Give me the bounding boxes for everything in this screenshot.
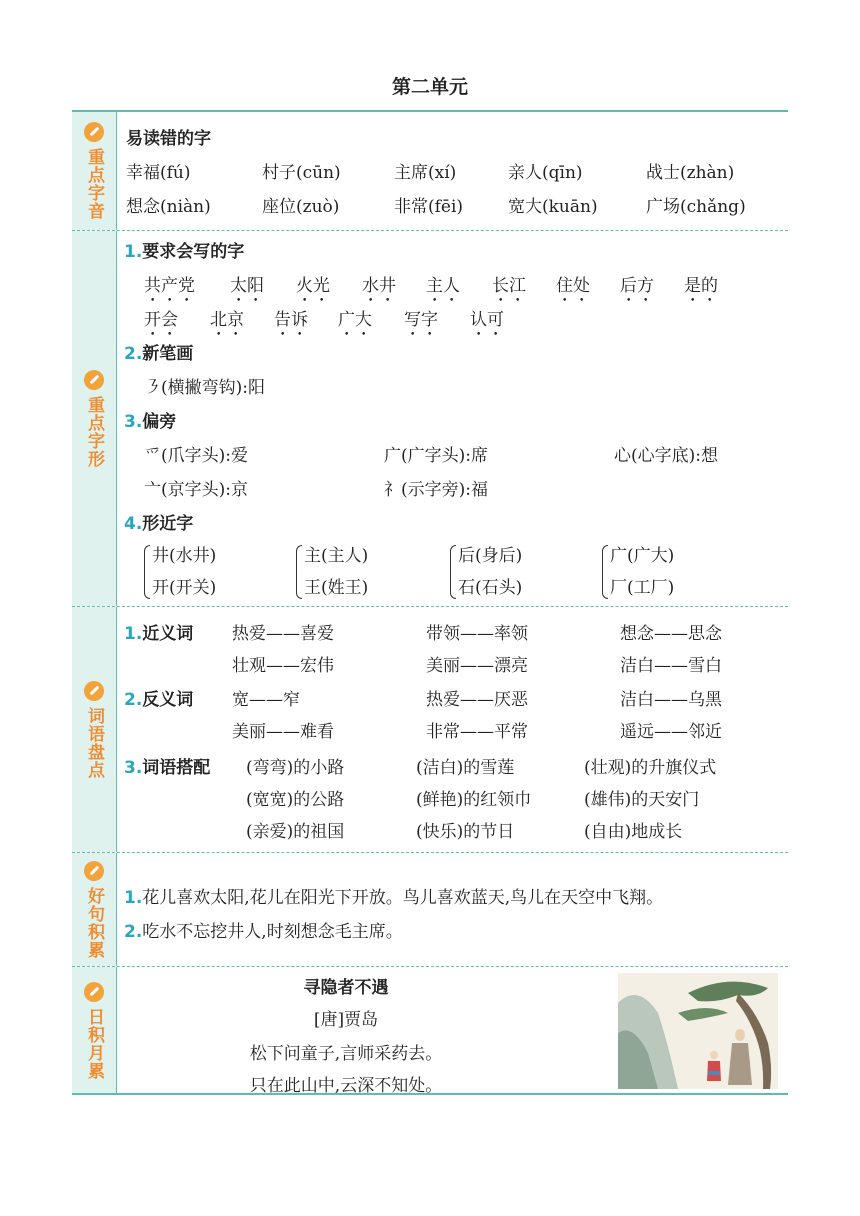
- item-number: 1.: [124, 242, 143, 262]
- write-word: 太阳: [230, 276, 264, 296]
- pencil-icon: [84, 861, 104, 881]
- section-heading: 近义词: [142, 624, 194, 644]
- table-bottom-rule: [72, 1093, 788, 1095]
- word-pair: 美丽——难看: [232, 722, 334, 742]
- section-heading: 偏旁: [142, 412, 177, 432]
- collocation: (壮观)的升旗仪式: [584, 758, 717, 778]
- brace: [296, 545, 302, 599]
- page-title: 第二单元: [391, 76, 468, 98]
- side-label: 重点字形: [84, 395, 104, 468]
- word-pair: 美丽——漂亮: [426, 656, 528, 676]
- section-ri-ji: [72, 966, 788, 1094]
- collocation: (自由)地成长: [584, 822, 683, 842]
- word-pair: 想念——思念: [620, 624, 722, 644]
- section-heading: 易读错的字: [126, 129, 211, 149]
- pinyin-item: 广场(chǎng): [646, 197, 746, 217]
- section-heading: 要求会写的字: [142, 242, 245, 262]
- side-tab: [72, 853, 117, 966]
- radical-item: 礻(示字旁):福: [384, 480, 488, 500]
- word-pair: 洁白——乌黑: [620, 690, 722, 710]
- similar-char: 主(主人): [304, 546, 369, 566]
- radical-item: 心(心字底):想: [614, 446, 718, 466]
- collocation: (快乐)的节日: [416, 822, 515, 842]
- radical-item: 爫(爪字头):爱: [144, 446, 248, 466]
- section-zi-yin: [72, 110, 788, 230]
- section-hao-ju: [72, 852, 788, 966]
- item-number: 4.: [124, 514, 143, 534]
- pencil-icon: [84, 122, 104, 142]
- pinyin-item: 主席(xí): [394, 163, 457, 183]
- good-sentence: 花儿喜欢太阳,花儿在阳光下开放。鸟儿喜欢蓝天,鸟儿在天空中飞翔。: [142, 888, 664, 908]
- pinyin-item: 亲人(qīn): [508, 163, 583, 183]
- write-word: 认可: [470, 310, 504, 330]
- write-word: 长江: [492, 276, 526, 296]
- collocation: (弯弯)的小路: [246, 758, 345, 778]
- similar-char: 井(水井): [152, 546, 217, 566]
- pinyin-item: 想念(niàn): [126, 197, 211, 217]
- item-number: 1.: [124, 888, 143, 908]
- write-word: 共产党: [144, 276, 195, 296]
- side-tab: [72, 967, 117, 1094]
- study-table: [72, 110, 788, 1094]
- item-number: 1.: [124, 624, 143, 644]
- write-word: 住处: [556, 276, 590, 296]
- radical-item: 亠(京字头):京: [144, 480, 248, 500]
- item-number: 2.: [124, 344, 143, 364]
- pencil-icon: [84, 982, 104, 1002]
- pinyin-item: 座位(zuò): [262, 197, 340, 217]
- word-pair: 宽——窄: [232, 690, 300, 710]
- poem-illustration: [618, 973, 778, 1089]
- side-label: 重点字音: [84, 148, 104, 220]
- word-pair: 热爱——喜爱: [232, 624, 334, 644]
- pinyin-item: 幸福(fú): [126, 163, 191, 183]
- poem-line: 只在此山中,云深不知处。: [249, 1076, 443, 1096]
- side-label: 好句积累: [84, 886, 104, 959]
- poem-author: [唐]贾岛: [313, 1010, 379, 1030]
- brace: [144, 545, 150, 599]
- item-number: 2.: [124, 922, 143, 942]
- similar-char: 开(开关): [152, 578, 217, 598]
- write-word: 主人: [426, 276, 460, 296]
- write-word: 是的: [684, 276, 718, 296]
- similar-char: 王(姓王): [304, 578, 369, 598]
- similar-char: 后(身后): [458, 546, 523, 566]
- poem-line: 松下问童子,言师采药去。: [249, 1044, 443, 1064]
- pencil-icon: [84, 681, 104, 701]
- word-pair: 洁白——雪白: [620, 656, 722, 676]
- stroke-item: ㇋(横撇弯钩):阳: [144, 378, 265, 398]
- word-pair: 非常——平常: [426, 722, 528, 742]
- collocation: (雄伟)的天安门: [584, 790, 700, 810]
- write-word: 北京: [210, 310, 244, 330]
- section-zi-xing: [72, 230, 788, 606]
- word-pair: 热爱——厌恶: [426, 690, 528, 710]
- side-tab: [72, 112, 117, 230]
- collocation: (宽宽)的公路: [246, 790, 345, 810]
- poem-title: 寻隐者不遇: [303, 978, 389, 998]
- pinyin-item: 战士(zhàn): [646, 163, 735, 183]
- collocation: (亲爱)的祖国: [246, 822, 345, 842]
- similar-char: 石(石头): [458, 578, 523, 598]
- side-tab: [72, 607, 117, 852]
- pinyin-item: 非常(fēi): [394, 197, 464, 217]
- good-sentence: 吃水不忘挖井人,时刻想念毛主席。: [142, 922, 403, 942]
- write-word: 告诉: [274, 310, 308, 330]
- section-heading: 新笔画: [142, 344, 194, 364]
- pinyin-item: 村子(cūn): [262, 163, 341, 183]
- item-number: 3.: [124, 758, 143, 778]
- section-heading: 形近字: [142, 514, 194, 534]
- brace: [602, 545, 608, 599]
- section-heading: 词语搭配: [142, 758, 211, 778]
- write-word: 后方: [620, 276, 654, 296]
- brace: [450, 545, 456, 599]
- item-number: 3.: [124, 412, 143, 432]
- item-number: 2.: [124, 690, 143, 710]
- section-ci-yu: [72, 606, 788, 852]
- word-pair: 壮观——宏伟: [232, 656, 334, 676]
- radical-item: 广(广字头):席: [384, 446, 488, 466]
- write-word: 水井: [362, 276, 396, 296]
- section-heading: 反义词: [142, 690, 194, 710]
- similar-char: 广(广大): [610, 546, 675, 566]
- collocation: (鲜艳)的红领巾: [416, 790, 532, 810]
- pinyin-item: 宽大(kuān): [508, 197, 598, 217]
- side-label: 词语盘点: [84, 706, 104, 779]
- similar-char: 厂(工厂): [610, 578, 675, 598]
- write-word: 广大: [338, 310, 372, 330]
- collocation: (洁白)的雪莲: [416, 758, 515, 778]
- pencil-icon: [84, 370, 104, 390]
- side-label: 日积月累: [84, 1007, 104, 1080]
- write-word: 开会: [144, 310, 178, 330]
- write-word: 写字: [404, 310, 438, 330]
- write-word: 火光: [296, 276, 330, 296]
- side-tab: [72, 231, 117, 606]
- word-pair: 带领——率领: [426, 624, 528, 644]
- word-pair: 遥远——邻近: [620, 722, 722, 742]
